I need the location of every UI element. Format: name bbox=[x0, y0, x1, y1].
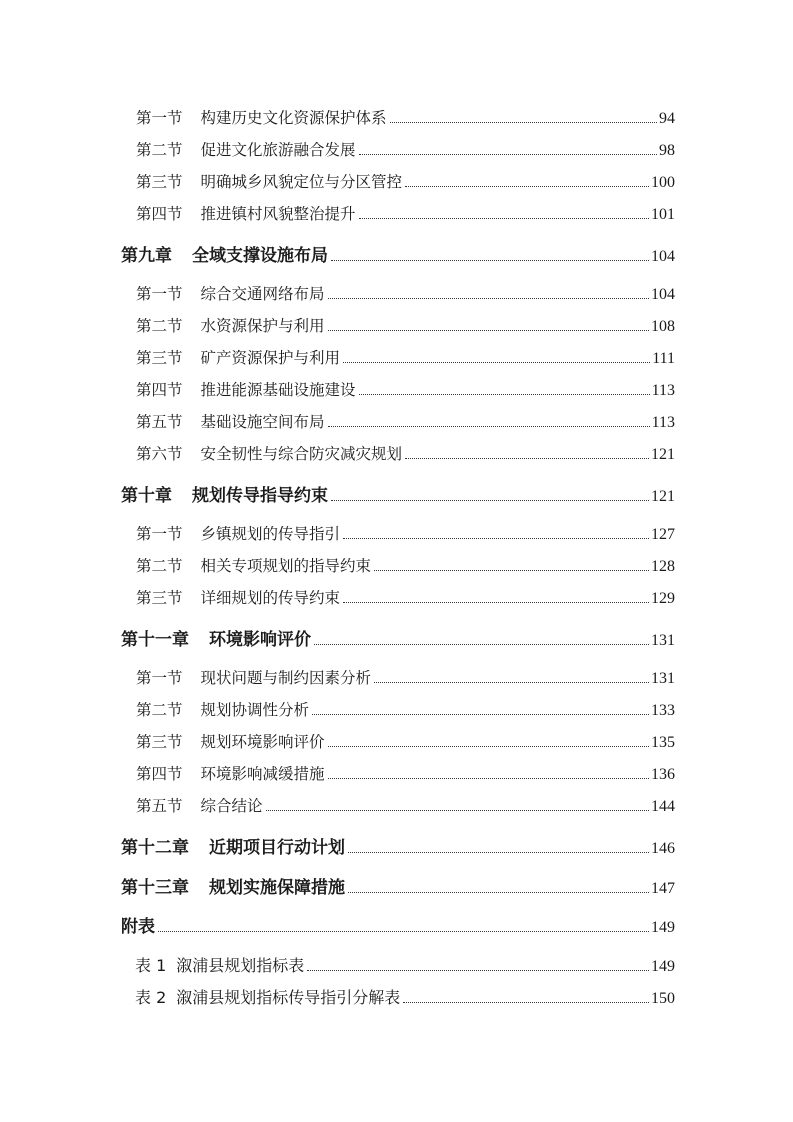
toc-entry-table[interactable] bbox=[135, 985, 675, 1008]
dot-leader bbox=[343, 601, 649, 603]
toc-entry-page: 129 bbox=[651, 590, 675, 607]
toc-entry-title: 构建历史文化资源保护体系 bbox=[200, 109, 387, 127]
toc-entry-page: 108 bbox=[651, 318, 675, 335]
toc-entry-number: 第三节 bbox=[136, 589, 183, 607]
toc-entry-section[interactable] bbox=[136, 698, 675, 720]
toc-entry-section[interactable] bbox=[136, 586, 675, 608]
toc-entry-title: 安全韧性与综合防灾减灾规划 bbox=[200, 445, 403, 463]
toc-entry-page: 128 bbox=[651, 558, 675, 575]
toc-entry-number: 第二节 bbox=[136, 557, 183, 575]
toc-entry-section[interactable] bbox=[136, 138, 675, 160]
toc-entry-section[interactable] bbox=[136, 106, 675, 128]
toc-entry-title: 近期项目行动计划 bbox=[209, 838, 345, 858]
toc-entry-number: 第四节 bbox=[136, 765, 183, 783]
toc-entry-title: 现状问题与制约因素分析 bbox=[200, 669, 372, 687]
toc-entry-page: 100 bbox=[651, 174, 675, 191]
toc-entry-title: 环境影响评价 bbox=[209, 630, 311, 650]
toc-entry-number: 第一节 bbox=[136, 669, 183, 687]
toc-entry-page: 146 bbox=[651, 840, 675, 857]
toc-entry-title: 明确城乡风貌定位与分区管控 bbox=[200, 173, 403, 191]
toc-entry-number: 第九章 bbox=[121, 246, 172, 266]
dot-leader bbox=[390, 121, 657, 123]
toc-entry-number: 第一节 bbox=[136, 109, 183, 127]
toc-entry-title: 规划协调性分析 bbox=[200, 701, 310, 719]
toc-entry-chapter[interactable] bbox=[121, 833, 675, 858]
toc-entry-title: 溆浦县规划指标表 bbox=[176, 956, 305, 975]
toc-entry-title: 综合结论 bbox=[200, 797, 263, 815]
dot-leader bbox=[331, 259, 649, 261]
toc-entry-chapter[interactable] bbox=[121, 241, 675, 266]
dot-leader bbox=[359, 217, 649, 219]
toc-entry-title: 全域支撑设施布局 bbox=[192, 246, 328, 266]
toc-entry-page: 144 bbox=[651, 798, 675, 815]
dot-leader bbox=[314, 643, 649, 645]
toc-entry-page: 98 bbox=[659, 142, 675, 159]
toc-entry-title: 相关专项规划的指导约束 bbox=[200, 557, 372, 575]
toc-entry-title: 溆浦县规划指标传导指引分解表 bbox=[176, 988, 401, 1007]
toc-entry-title: 矿产资源保护与利用 bbox=[200, 349, 341, 367]
toc-entry-chapter[interactable] bbox=[121, 625, 675, 650]
toc-entry-page: 111 bbox=[652, 350, 675, 367]
toc-entry-number: 第五节 bbox=[136, 797, 183, 815]
toc-entry-page: 147 bbox=[651, 880, 675, 897]
toc-entry-title: 环境影响减缓措施 bbox=[200, 765, 325, 783]
toc-entry-page: 131 bbox=[651, 670, 675, 687]
dot-leader bbox=[359, 393, 650, 395]
toc-entry-title: 详细规划的传导约束 bbox=[200, 589, 341, 607]
toc-entry-section[interactable] bbox=[136, 202, 675, 224]
toc-entry-number: 第五节 bbox=[136, 413, 183, 431]
dot-leader bbox=[328, 745, 649, 747]
dot-leader bbox=[312, 713, 649, 715]
dot-leader bbox=[328, 777, 649, 779]
toc-entry-chapter[interactable] bbox=[121, 481, 675, 506]
dot-leader bbox=[374, 681, 649, 683]
toc-entry-page: 94 bbox=[659, 110, 675, 127]
toc-entry-number: 第十二章 bbox=[121, 838, 189, 858]
toc-entry-number: 表 2 bbox=[135, 988, 167, 1007]
toc-entry-section[interactable] bbox=[136, 378, 675, 400]
toc-entry-page: 136 bbox=[651, 766, 675, 783]
toc-entry-table[interactable] bbox=[135, 953, 675, 976]
toc-entry-number: 第一节 bbox=[136, 525, 183, 543]
toc-entry-section[interactable] bbox=[136, 170, 675, 192]
dot-leader bbox=[359, 153, 657, 155]
dot-leader bbox=[374, 569, 649, 571]
toc-entry-section[interactable] bbox=[136, 346, 675, 368]
toc-entry-page: 113 bbox=[651, 414, 675, 431]
toc-entry-page: 101 bbox=[651, 206, 675, 223]
toc-entry-number: 附表 bbox=[121, 917, 155, 937]
toc-entry-section[interactable] bbox=[136, 442, 675, 464]
toc-entry-number: 第十章 bbox=[121, 486, 172, 506]
toc-entry-section[interactable] bbox=[136, 314, 675, 336]
toc-entry-page: 149 bbox=[651, 958, 675, 975]
dot-leader bbox=[343, 361, 650, 363]
toc-entry-page: 104 bbox=[651, 248, 675, 265]
toc-entry-number: 第十一章 bbox=[121, 630, 189, 650]
toc-entry-title: 推进能源基础设施建设 bbox=[200, 381, 356, 399]
toc-entry-appendix[interactable] bbox=[121, 912, 675, 937]
toc-entry-title: 水资源保护与利用 bbox=[200, 317, 325, 335]
toc-entry-title: 规划环境影响评价 bbox=[200, 733, 325, 751]
toc-entry-title: 促进文化旅游融合发展 bbox=[200, 141, 356, 159]
dot-leader bbox=[266, 809, 649, 811]
toc-entry-page: 121 bbox=[651, 488, 675, 505]
dot-leader bbox=[405, 457, 649, 459]
toc-entry-number: 第三节 bbox=[136, 733, 183, 751]
dot-leader bbox=[331, 499, 649, 501]
toc-entry-page: 135 bbox=[651, 734, 675, 751]
dot-leader bbox=[307, 969, 649, 971]
toc-entry-title: 综合交通网络布局 bbox=[200, 285, 325, 303]
toc-entry-page: 121 bbox=[651, 446, 675, 463]
dot-leader bbox=[348, 891, 649, 893]
toc-entry-number: 第二节 bbox=[136, 141, 183, 159]
toc-entry-section[interactable] bbox=[136, 410, 675, 432]
toc-entry-title: 基础设施空间布局 bbox=[200, 413, 325, 431]
toc-entry-number: 表 1 bbox=[135, 956, 167, 975]
toc-entry-chapter[interactable] bbox=[121, 873, 675, 898]
toc-entry-page: 113 bbox=[651, 382, 675, 399]
toc-entry-section[interactable] bbox=[136, 522, 675, 544]
toc-entry-title: 规划传导指导约束 bbox=[192, 486, 328, 506]
dot-leader bbox=[328, 329, 649, 331]
toc-entry-page: 133 bbox=[651, 702, 675, 719]
toc-entry-number: 第三节 bbox=[136, 349, 183, 367]
dot-leader bbox=[405, 185, 649, 187]
toc-entry-number: 第二节 bbox=[136, 701, 183, 719]
toc-entry-page: 149 bbox=[651, 919, 675, 936]
toc-entry-number: 第一节 bbox=[136, 285, 183, 303]
toc-entry-section[interactable] bbox=[136, 554, 675, 576]
dot-leader bbox=[348, 851, 649, 853]
dot-leader bbox=[328, 425, 650, 427]
toc-entry-number: 第六节 bbox=[136, 445, 183, 463]
toc-entry-title: 乡镇规划的传导指引 bbox=[200, 525, 341, 543]
toc-entry-section[interactable] bbox=[136, 762, 675, 784]
dot-leader bbox=[328, 297, 649, 299]
toc-entry-number: 第三节 bbox=[136, 173, 183, 191]
toc-entry-page: 127 bbox=[651, 526, 675, 543]
toc-entry-number: 第十三章 bbox=[121, 878, 189, 898]
toc-entry-section[interactable] bbox=[136, 794, 675, 816]
toc-entry-page: 104 bbox=[651, 286, 675, 303]
toc-entry-section[interactable] bbox=[136, 282, 675, 304]
toc-entry-section[interactable] bbox=[136, 666, 675, 688]
toc-entry-number: 第二节 bbox=[136, 317, 183, 335]
toc-entry-title: 推进镇村风貌整治提升 bbox=[200, 205, 356, 223]
toc-entry-title: 规划实施保障措施 bbox=[209, 878, 345, 898]
toc-entry-page: 131 bbox=[651, 632, 675, 649]
toc-entry-number: 第四节 bbox=[136, 205, 183, 223]
toc-entry-number: 第四节 bbox=[136, 381, 183, 399]
dot-leader bbox=[158, 930, 649, 932]
toc-entry-section[interactable] bbox=[136, 730, 675, 752]
toc-entry-page: 150 bbox=[651, 990, 675, 1007]
dot-leader bbox=[343, 537, 649, 539]
dot-leader bbox=[403, 1001, 649, 1003]
